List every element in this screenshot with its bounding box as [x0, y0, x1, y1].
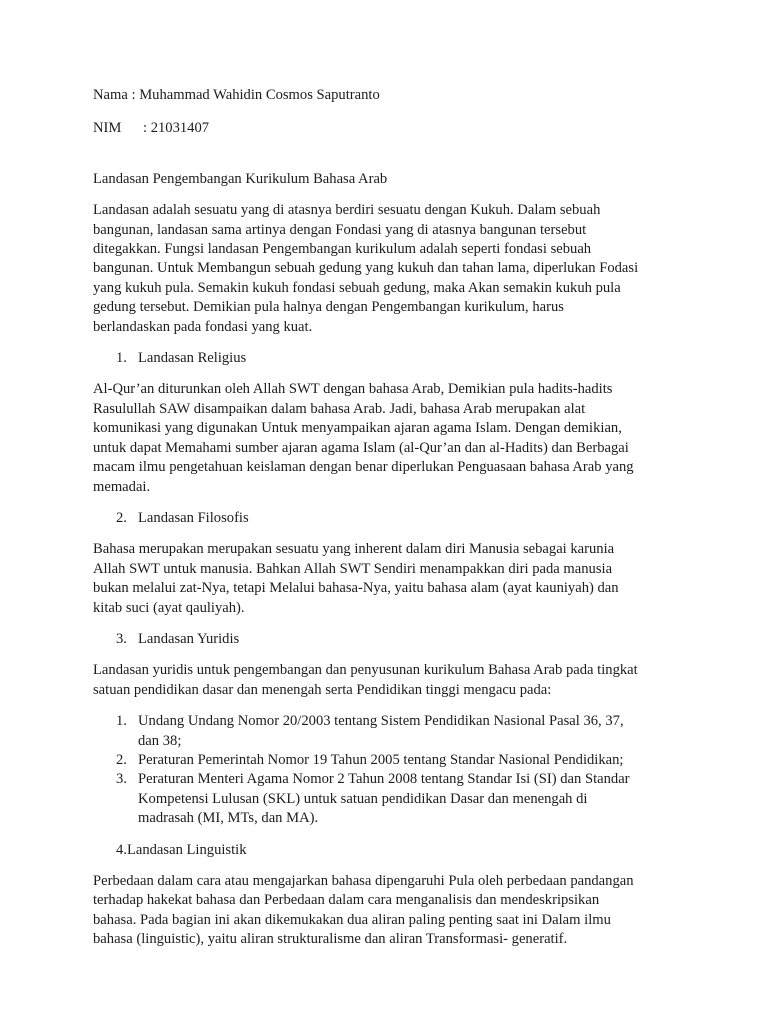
name-line: Nama : Muhammad Wahidin Cosmos Saputranto [93, 87, 380, 103]
paragraph-line: kitab suci (ayat qauliyah). [93, 599, 245, 616]
section-heading-religius [93, 349, 678, 368]
paragraph-line: gedung tersebut. Demikian pula halnya dengan Pengembangan kurikulum, harus [93, 299, 564, 316]
paragraph-line: satuan pendidikan dasar dan menengah serta Pendidikan tinggi mengacu pada: [93, 681, 552, 698]
list-text [138, 712, 678, 751]
paragraph-line: terhadap hakekat bahasa dan Perbedaan dalam cara menganalisis dan mendeskripsikan [93, 892, 600, 909]
document-title: Landasan Pengembangan Kurikulum Bahasa Arab [93, 170, 388, 187]
paragraph-line: macam ilmu pengetahuan keislaman dengan benar diperlukan Penguasaan bahasa Arab yang [93, 459, 634, 476]
religius-paragraph [93, 380, 678, 496]
list-number: 3. [116, 771, 127, 788]
paragraph-line: Allah SWT untuk manusia. Bahkan Allah SWT Sendiri menampakkan diri pada manusia [93, 560, 613, 577]
list-number: 1. [116, 713, 127, 730]
regulation-list [93, 712, 678, 828]
paragraph-line: Al-Qur’an diturunkan oleh Allah SWT dengan bahasa Arab, Demikian pula hadits-hadits [93, 381, 613, 398]
list-item [93, 770, 678, 828]
list-line: Peraturan Menteri Agama Nomor 2 Tahun 2008 tentang Standar Isi (SI) dan Standar [138, 771, 630, 788]
list-line: Kompetensi Lulusan (SKL) untuk satuan pendidikan Dasar dan menengah di [138, 790, 588, 807]
filosofis-paragraph [93, 540, 678, 618]
paragraph-line: bahasa. Pada bagian ini akan dikemukakan dua aliran paling penting saat ini Dalam ilmu [93, 911, 611, 928]
list-text [138, 751, 678, 770]
list-text [138, 770, 678, 828]
section-title: Landasan Yuridis [138, 630, 240, 647]
nim-label: NIM [93, 120, 122, 137]
yuridis-paragraph [93, 661, 678, 700]
intro-paragraph [93, 201, 678, 337]
paragraph-line: komunikasi yang digunakan Untuk menyampaikan ajaran agama Islam. Dengan demikian, [93, 420, 622, 437]
nim-line [93, 119, 678, 138]
paragraph-line: untuk dapat Memahami sumber ajaran agama Islam (al-Qur’an dan al-Hadits) dan Berbagai [93, 439, 629, 456]
paragraph-line: Bahasa merupakan merupakan sesuatu yang inherent dalam diri Manusia sebagai karunia [93, 541, 615, 558]
list-line: dan 38; [138, 732, 182, 749]
paragraph-line: bangunan. Untuk Membangun sebuah gedung yang kukuh dan tahan lama, diperlukan Fodasi [93, 260, 639, 277]
nim-value: : 21031407 [143, 120, 210, 137]
paragraph-line: Landasan adalah sesuatu yang di atasnya berdiri sesuatu dengan Kukuh. Dalam sebuah [93, 202, 601, 219]
paragraph-line: Rasulullah SAW disampaikan dalam bahasa Arab. Jadi, bahasa Arab merupakan alat [93, 400, 586, 417]
list-line: Undang Undang Nomor 20/2003 tentang Sistem Pendidikan Nasional Pasal 36, 37, [138, 713, 624, 730]
list-line: Peraturan Pemerintah Nomor 19 Tahun 2005 tentang Standar Nasional Pendidikan; [138, 751, 624, 768]
paragraph-line: memadai. [93, 478, 151, 495]
section-number: 2. [116, 509, 127, 526]
paragraph-line: ditegakkan. Fungsi landasan Pengembangan kurikulum adalah seperti fondasi sebuah [93, 241, 592, 258]
list-number: 2. [116, 751, 127, 768]
paragraph-line: yang kukuh pula. Semakin kukuh fondasi sebuah gedung, maka Akan semakin kukuh pula [93, 279, 621, 296]
paragraph-line: Landasan yuridis untuk pengembangan dan penyusunan kurikulum Bahasa Arab pada tingkat [93, 662, 638, 679]
linguistik-paragraph [93, 872, 678, 950]
list-item [93, 751, 678, 770]
list-item [93, 712, 678, 751]
section-title: Landasan Filosofis [138, 509, 249, 526]
section-heading-linguistik [93, 841, 678, 860]
section-number: 3. [116, 630, 127, 647]
section-number: 1. [116, 350, 127, 367]
list-line: madrasah (MI, MTs, dan MA). [138, 810, 319, 827]
section-heading-yuridis [93, 630, 678, 649]
section-title: Landasan Religius [138, 350, 247, 367]
paragraph-line: Perbedaan dalam cara atau mengajarkan bahasa dipengaruhi Pula oleh perbedaan pandangan [93, 873, 634, 889]
section-heading-filosofis [93, 509, 678, 528]
paragraph-line: bahasa (linguistic), yaitu aliran strukturalisme dan aliran Transformasi- generatif. [93, 931, 568, 948]
paragraph-line: bukan melalui zat-Nya, tetapi Melalui bahasa-Nya, yaitu bahasa alam (ayat kauniyah) dan [93, 580, 619, 597]
paragraph-line: bangunan, landasan sama artinya dengan Fondasi yang di atasnya bangunan tersebut [93, 221, 587, 238]
paragraph-line: berlandaskan pada fondasi yang kuat. [93, 318, 313, 335]
section-title: 4.Landasan Linguistik [116, 841, 247, 858]
